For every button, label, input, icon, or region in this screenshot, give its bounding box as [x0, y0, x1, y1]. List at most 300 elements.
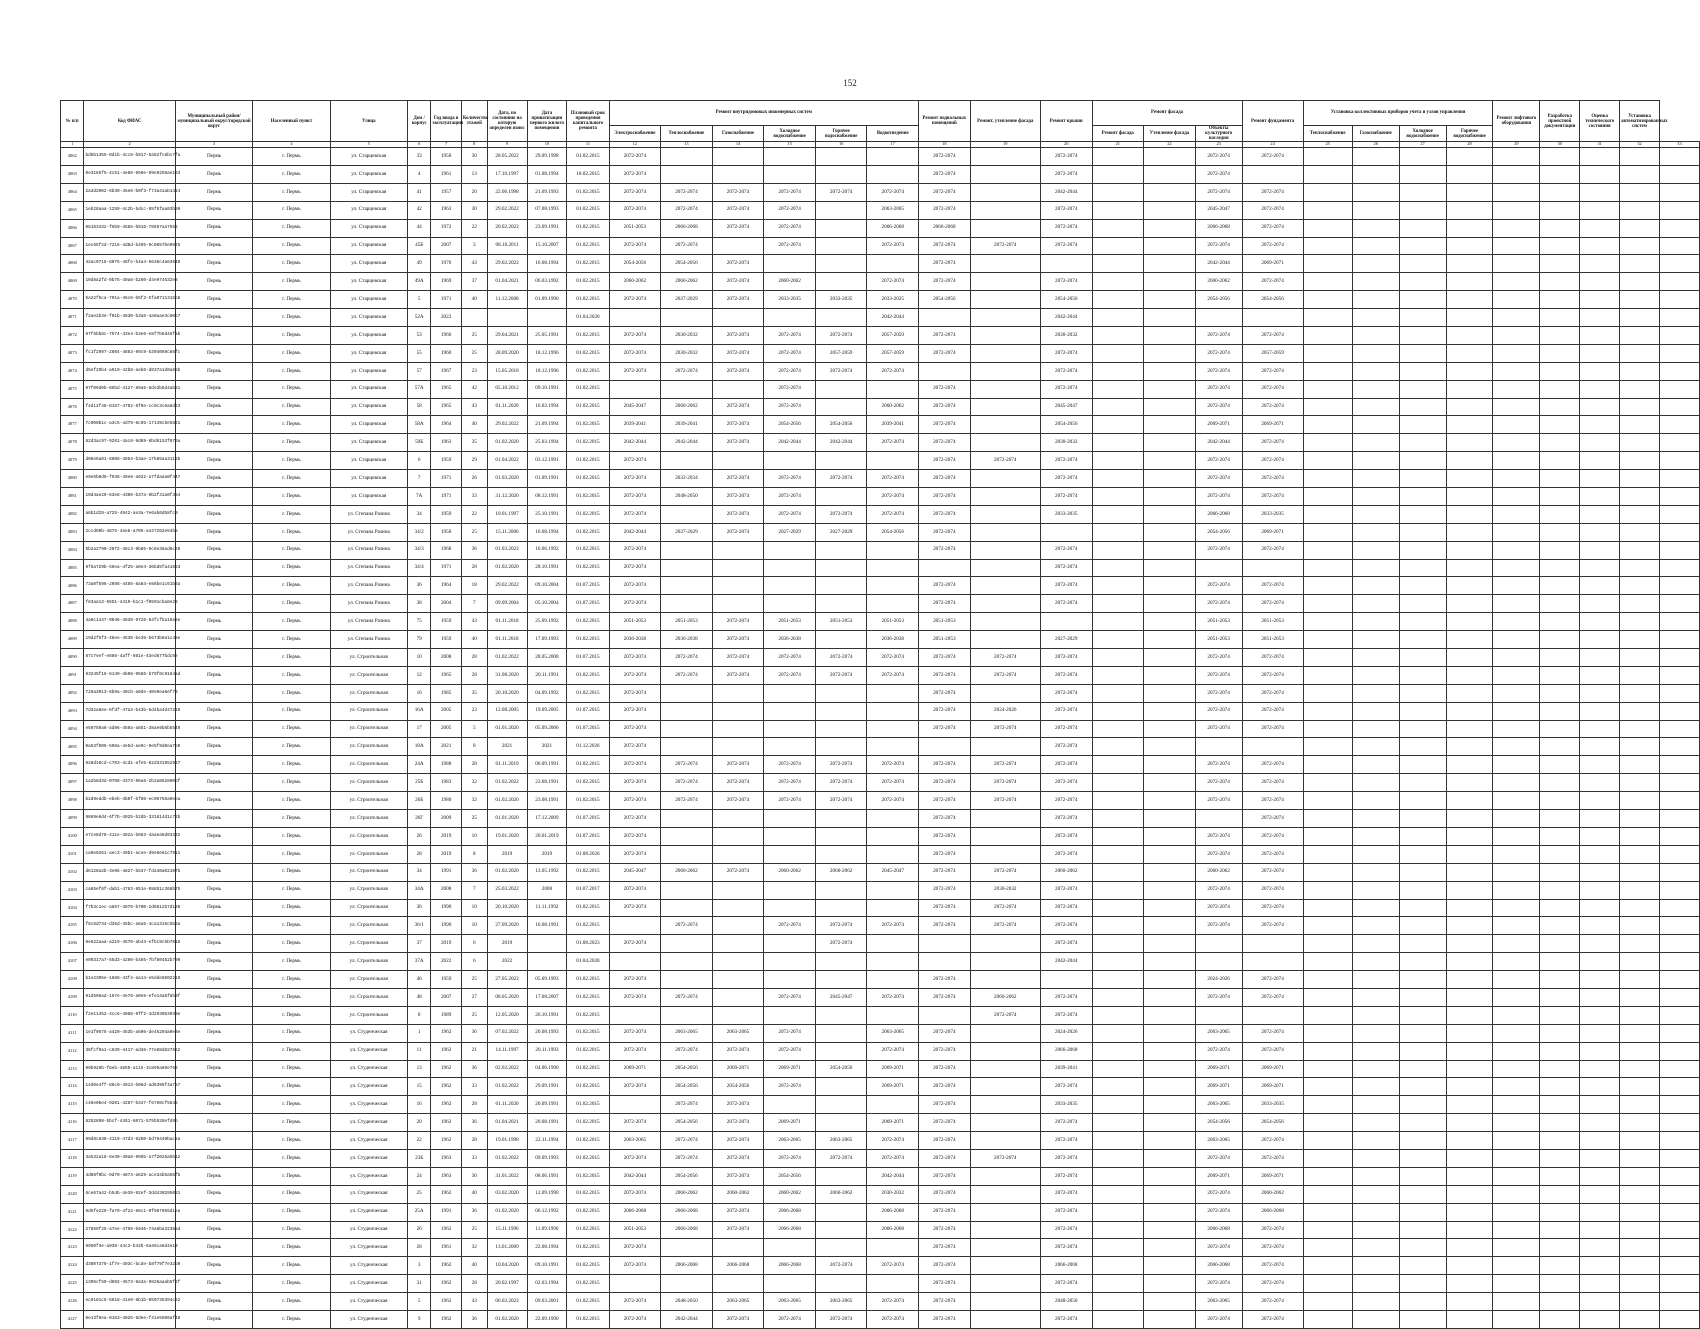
cell-street: ул. Студенческая [330, 1257, 407, 1275]
cell-gaz [712, 827, 764, 845]
cell-rfa: 2051-2053 [1195, 613, 1242, 631]
cell-rf: 2045-2047 [1040, 398, 1092, 416]
cell-empty [1446, 505, 1493, 523]
cell-np: г. Пермь [253, 702, 330, 720]
cell-d2: 17.09.1993 [527, 631, 567, 649]
cell-fias: 27869f25-a7ee-4759-b946-74a6ba3238ad [84, 1221, 175, 1239]
cell-empty [1620, 899, 1660, 917]
table-row [61, 917, 1700, 935]
cell-gvs [815, 702, 867, 720]
cell-empty [1446, 434, 1493, 452]
cell-empty [1659, 935, 1699, 953]
cell-np: г. Пермь [253, 1006, 330, 1024]
cell-gvs: 2072-2074 [815, 1257, 867, 1275]
cell-empty [1580, 702, 1620, 720]
cell-house: 8 [407, 1006, 430, 1024]
cell-house: 42 [407, 201, 430, 219]
cell-house: 13 [407, 1060, 430, 1078]
cell-kr [970, 309, 1040, 327]
cell-es: 2042-2044 [609, 434, 661, 452]
cell-street: ул. Строительная [330, 738, 407, 756]
cell-empty [1144, 380, 1196, 398]
cell-kr [970, 380, 1040, 398]
cell-np: г. Пермь [253, 1042, 330, 1060]
cell-fl: 30 [461, 1167, 487, 1185]
cell-n: 4098 [61, 792, 84, 810]
cell-kr: 2072-2074 [970, 666, 1040, 684]
cell-empty [1144, 863, 1196, 881]
cell-empty [1399, 1078, 1446, 1096]
cell-empty [1092, 1203, 1144, 1221]
cell-vod: 2066-2068 [867, 219, 919, 237]
cell-vod: 2072-2074 [867, 988, 919, 1006]
cell-yb: 1971 [431, 559, 461, 577]
cell-empty [1303, 1310, 1352, 1328]
cell-gvs [815, 595, 867, 613]
cell-es: 2072-2074 [609, 881, 661, 899]
cell-fl: 25 [461, 327, 487, 345]
cell-n: 4076 [61, 398, 84, 416]
cell-d1: 01.01.2020 [487, 720, 527, 738]
cell-empty [1659, 237, 1699, 255]
cell-empty [1399, 559, 1446, 577]
cell-empty [1303, 702, 1352, 720]
cell-empty [1659, 988, 1699, 1006]
cell-fias: 1e1f0575-a420-453b-a506-de45204a0e3e [84, 1024, 175, 1042]
cell-gvs [815, 1078, 867, 1096]
subcol-header: Горячее водоснабжение [815, 126, 867, 142]
cell-rf: 2024-2026 [1040, 1024, 1092, 1042]
cell-fias: b1e2305e-1888-43f4-aa14-e5dde8602219 [84, 971, 175, 989]
cell-d3: 01.02.2015 [567, 1060, 609, 1078]
cell-street: ул. Степана Разина [330, 577, 407, 595]
cell-fias: 8252898-5bcf-4451-8071-575b528efd9b [84, 1114, 175, 1132]
table-row [61, 1024, 1700, 1042]
cell-mr: Пермь [175, 631, 252, 649]
table-row [61, 148, 1700, 166]
cell-d3: 01.02.2015 [567, 255, 609, 273]
cell-house: 26Б [407, 792, 430, 810]
cell-empty [1144, 148, 1196, 166]
cell-mr: Пермь [175, 434, 252, 452]
cell-fund: 2072-2074 [1242, 988, 1303, 1006]
cell-d2: 03.12.1991 [527, 452, 567, 470]
cell-fias: f8c5d734-d36d-45bc-a6a5-4ca1315c5b8a [84, 917, 175, 935]
cell-es: 2042-2044 [609, 1167, 661, 1185]
cell-d3: 01.02.2015 [567, 237, 609, 255]
cell-n: 4100 [61, 827, 84, 845]
cell-gaz [712, 237, 764, 255]
table-row [61, 881, 1700, 899]
cell-empty [1659, 899, 1699, 917]
cell-mr: Пермь [175, 344, 252, 362]
cell-fl: 27 [461, 988, 487, 1006]
cell-empty [1399, 416, 1446, 434]
cell-empty [1092, 470, 1144, 488]
cell-es: 2072-2074 [609, 362, 661, 380]
cell-np: г. Пермь [253, 810, 330, 828]
cell-pp: 2072-2074 [919, 1239, 971, 1257]
cell-pp: 2072-2074 [919, 201, 971, 219]
cell-d2: 16.02.1994 [527, 398, 567, 416]
cell-vod [867, 881, 919, 899]
cell-np: г. Пермь [253, 1203, 330, 1221]
column-number: 32 [1620, 142, 1660, 148]
cell-hvs [764, 148, 816, 166]
cell-street: ул. Степана Разина [330, 541, 407, 559]
cell-n: 4066 [61, 219, 84, 237]
table-row [61, 201, 1700, 219]
cell-rf: 2072-2074 [1040, 1203, 1092, 1221]
cell-empty [1493, 899, 1540, 917]
column-number: 20 [1040, 142, 1092, 148]
cell-n: 4077 [61, 416, 84, 434]
cell-rfa: 2072-2074 [1195, 827, 1242, 845]
cell-mr: Пермь [175, 1096, 252, 1114]
cell-kr: 2072-2074 [970, 863, 1040, 881]
cell-gvs: 2072-2074 [815, 183, 867, 201]
cell-rfa: 2072-2074 [1195, 380, 1242, 398]
cell-rfa: 2072-2074 [1195, 470, 1242, 488]
cell-empty [1352, 792, 1399, 810]
cell-empty [1446, 1024, 1493, 1042]
cell-house: 28 [407, 845, 430, 863]
cell-empty [1620, 237, 1660, 255]
table-row [61, 1078, 1700, 1096]
cell-fias: 2ccd50b-4876-4ae6-a705-a447262e54ba [84, 523, 175, 541]
cell-fund: 2072-2074 [1242, 1042, 1303, 1060]
cell-empty [1659, 1310, 1699, 1328]
cell-vod [867, 738, 919, 756]
cell-pp: 2072-2074 [919, 416, 971, 434]
cell-d2: 16.08.1994 [527, 255, 567, 273]
cell-tep: 2072-2074 [661, 183, 713, 201]
cell-street: ул. Студенческая [330, 1239, 407, 1257]
cell-kr [970, 845, 1040, 863]
cell-d3: 01.02.2015 [567, 1149, 609, 1167]
cell-pp: 2072-2074 [919, 434, 971, 452]
cell-street: ул. Строительная [330, 756, 407, 774]
cell-mr: Пермь [175, 988, 252, 1006]
cell-empty [1092, 273, 1144, 291]
cell-empty [1540, 1310, 1580, 1328]
cell-rfa: 2054-2056 [1195, 1114, 1242, 1132]
cell-empty [1144, 327, 1196, 345]
cell-kr [970, 631, 1040, 649]
column-number: 2 [84, 142, 175, 148]
cell-hvs: 2069-2071 [764, 1060, 816, 1078]
cell-gvs [815, 1114, 867, 1132]
cell-empty [1659, 219, 1699, 237]
cell-street: ул. Степана Разина [330, 595, 407, 613]
cell-es: 2072-2074 [609, 684, 661, 702]
cell-empty [1580, 1310, 1620, 1328]
cell-empty [1580, 1060, 1620, 1078]
cell-empty [1092, 613, 1144, 631]
cell-n: 4062 [61, 148, 84, 166]
cell-gvs: 2072-2074 [815, 756, 867, 774]
cell-street: ул. Студенческая [330, 1149, 407, 1167]
cell-house: 34/2 [407, 523, 430, 541]
cell-empty [1580, 237, 1620, 255]
table-row [61, 1203, 1700, 1221]
cell-rf: 2072-2074 [1040, 881, 1092, 899]
cell-gaz [712, 810, 764, 828]
cell-rf: 2072-2074 [1040, 1275, 1092, 1293]
cell-n: 4125 [61, 1275, 84, 1293]
cell-rfa [1195, 309, 1242, 327]
cell-fund: 2033-2035 [1242, 505, 1303, 523]
cell-empty [1659, 810, 1699, 828]
cell-hvs: 2072-2074 [764, 1078, 816, 1096]
cell-empty [1144, 183, 1196, 201]
cell-empty [1446, 1132, 1493, 1150]
cell-rf: 2072-2074 [1040, 237, 1092, 255]
cell-yb: 1985 [431, 684, 461, 702]
cell-hvs: 2072-2074 [764, 470, 816, 488]
cell-empty [1399, 631, 1446, 649]
cell-tep: 2030-2032 [661, 327, 713, 345]
cell-yb: 1958 [431, 148, 461, 166]
cell-np: г. Пермь [253, 666, 330, 684]
cell-mr: Пермь [175, 470, 252, 488]
cell-street: ул. Строительная [330, 935, 407, 953]
cell-rfa: 2072-2074 [1195, 148, 1242, 166]
cell-yb: 2009 [431, 810, 461, 828]
cell-empty [1580, 631, 1620, 649]
cell-empty [1540, 523, 1580, 541]
cell-kr [970, 577, 1040, 595]
cell-fl: 28 [461, 559, 487, 577]
column-number: 30 [1540, 142, 1580, 148]
cell-empty [1144, 1096, 1196, 1114]
cell-rfa: 2072-2074 [1195, 1042, 1242, 1060]
cell-empty [1620, 917, 1660, 935]
cell-tep [661, 577, 713, 595]
cell-d2: 25.05.1991 [527, 327, 567, 345]
cell-d3: 01.02.2015 [567, 1257, 609, 1275]
cell-street: ул. Строительная [330, 881, 407, 899]
cell-np: г. Пермь [253, 845, 330, 863]
cell-kr: 2072-2074 [970, 774, 1040, 792]
cell-d1: 31.08.2020 [487, 666, 527, 684]
cell-fund: 2072-2074 [1242, 1221, 1303, 1239]
cell-n: 4064 [61, 183, 84, 201]
cell-hvs [764, 899, 816, 917]
cell-vod: 2069-2071 [867, 1060, 919, 1078]
cell-mr: Пермь [175, 792, 252, 810]
cell-kr [970, 1042, 1040, 1060]
cell-pp: 2072-2074 [919, 1221, 971, 1239]
cell-empty [1446, 1078, 1493, 1096]
cell-empty [1620, 988, 1660, 1006]
cell-empty [1352, 452, 1399, 470]
cell-gaz: 2069-2071 [712, 1060, 764, 1078]
cell-kr [970, 595, 1040, 613]
cell-kr [970, 1293, 1040, 1311]
cell-empty [1303, 434, 1352, 452]
cell-empty [1352, 577, 1399, 595]
cell-yb: 1963 [431, 1167, 461, 1185]
cell-n: 4122 [61, 1221, 84, 1239]
cell-empty [1092, 595, 1144, 613]
cell-empty [1540, 1293, 1580, 1311]
cell-d3: 01.02.2015 [567, 792, 609, 810]
cell-empty [1446, 183, 1493, 201]
cell-empty [1540, 1060, 1580, 1078]
cell-fl: 20 [461, 183, 487, 201]
cell-tep [661, 953, 713, 971]
cell-empty [1446, 595, 1493, 613]
cell-empty [1493, 971, 1540, 989]
cell-hvs: 2072-2074 [764, 362, 816, 380]
cell-kr [970, 684, 1040, 702]
cell-rfa: 2024-2026 [1195, 971, 1242, 989]
cell-vod [867, 559, 919, 577]
cell-d3: 01.02.2015 [567, 1239, 609, 1257]
cell-rf: 2072-2074 [1040, 488, 1092, 506]
cell-d3: 01.02.2015 [567, 613, 609, 631]
cell-rfa: 2066-2068 [1195, 1257, 1242, 1275]
cell-d3: 01.02.2015 [567, 1185, 609, 1203]
cell-empty [1580, 201, 1620, 219]
cell-empty [1092, 219, 1144, 237]
cell-d2: 16.06.1992 [527, 541, 567, 559]
cell-pp: 2072-2074 [919, 881, 971, 899]
cell-empty [1399, 1310, 1446, 1328]
cell-tep: 2072-2074 [661, 1149, 713, 1167]
cell-kr [970, 327, 1040, 345]
cell-n: 4108 [61, 971, 84, 989]
cell-pp: 2072-2074 [919, 237, 971, 255]
cell-empty [1493, 774, 1540, 792]
cell-empty [1659, 183, 1699, 201]
cell-empty [1580, 1042, 1620, 1060]
cell-empty [1659, 380, 1699, 398]
cell-empty [1493, 1114, 1540, 1132]
cell-vod: 2066-2068 [867, 1203, 919, 1221]
cell-fl: 40 [461, 1257, 487, 1275]
cell-pp: 2072-2074 [919, 1167, 971, 1185]
cell-street: ул. Строительная [330, 953, 407, 971]
cell-empty [1352, 971, 1399, 989]
cell-empty [1092, 845, 1144, 863]
cell-empty [1659, 577, 1699, 595]
cell-rf: 2072-2074 [1040, 935, 1092, 953]
cell-empty [1144, 362, 1196, 380]
cell-empty [1352, 327, 1399, 345]
cell-rf: 2072-2074 [1040, 470, 1092, 488]
table-row [61, 756, 1700, 774]
cell-empty [1303, 756, 1352, 774]
cell-empty [1446, 1257, 1493, 1275]
cell-fund: 2069-2071 [1242, 416, 1303, 434]
column-number: 13 [661, 142, 713, 148]
cell-gaz: 2054-2056 [712, 1078, 764, 1096]
cell-house: 10 [407, 649, 430, 667]
cell-pp: 2072-2074 [919, 1114, 971, 1132]
cell-fund: 2072-2074 [1242, 774, 1303, 792]
cell-empty [1303, 1293, 1352, 1311]
cell-np: г. Пермь [253, 1185, 330, 1203]
cell-empty [1399, 452, 1446, 470]
cell-empty [1620, 488, 1660, 506]
cell-empty [1352, 935, 1399, 953]
cell-tep [661, 1006, 713, 1024]
cell-es: 2072-2074 [609, 344, 661, 362]
cell-yb: 2021 [431, 738, 461, 756]
table-row [61, 1114, 1700, 1132]
cell-fl: 3 [461, 237, 487, 255]
cell-hvs [764, 559, 816, 577]
cell-fund: 2072-2074 [1242, 1024, 1303, 1042]
cell-d1: 2019 [487, 935, 527, 953]
cell-pp: 2072-2074 [919, 398, 971, 416]
cell-empty [1446, 1275, 1493, 1293]
cell-house: 34А [407, 881, 430, 899]
cell-tep [661, 827, 713, 845]
cell-empty [1620, 470, 1660, 488]
cell-d3: 01.02.2015 [567, 1096, 609, 1114]
cell-gaz [712, 1275, 764, 1293]
cell-fl: 10 [461, 827, 487, 845]
cell-hvs: 2072-2074 [764, 327, 816, 345]
subcol-header: Водоотведение [867, 126, 919, 142]
cell-hvs [764, 452, 816, 470]
cell-empty [1303, 1239, 1352, 1257]
cell-d2: 25.10.1991 [527, 505, 567, 523]
cell-empty [1352, 738, 1399, 756]
cell-mr: Пермь [175, 1239, 252, 1257]
cell-empty [1540, 935, 1580, 953]
cell-empty [1352, 631, 1399, 649]
table-row [61, 452, 1700, 470]
cell-gaz: 2072-2074 [712, 362, 764, 380]
cell-empty [1144, 434, 1196, 452]
cell-empty [1352, 416, 1399, 434]
cell-d2: 20.01.2019 [527, 827, 567, 845]
cell-fias: 1395cf59-d692-4573-9a3a-9826aaab5f2f [84, 1275, 175, 1293]
cell-fias: 10d8a2fd-0b75-40a8-b260-d4e974532e8 [84, 273, 175, 291]
cell-empty [1659, 344, 1699, 362]
cell-empty [1303, 1114, 1352, 1132]
cell-d1: 07.02.2022 [487, 1024, 527, 1042]
cell-empty [1092, 649, 1144, 667]
cell-kr [970, 1024, 1040, 1042]
cell-kr [970, 1114, 1040, 1132]
cell-rfa: 2066-2068 [1195, 1221, 1242, 1239]
column-number: 4 [253, 142, 330, 148]
cell-d2: 25.03.1994 [527, 434, 567, 452]
column-number: 22 [1144, 142, 1196, 148]
cell-empty [1620, 416, 1660, 434]
cell-d2: 20.08.1993 [527, 1024, 567, 1042]
table-row [61, 935, 1700, 953]
cell-gvs: 2072-2074 [815, 935, 867, 953]
cell-empty [1446, 219, 1493, 237]
cell-empty [1446, 1114, 1493, 1132]
cell-yb: 1971 [431, 470, 461, 488]
cell-empty [1399, 577, 1446, 595]
cell-vod [867, 380, 919, 398]
cell-rfa: 2072-2074 [1195, 1203, 1242, 1221]
cell-empty [1659, 1042, 1699, 1060]
subcol-header: Холодное водоснабжение [1399, 126, 1446, 142]
cell-rfa: 2069-2071 [1195, 1167, 1242, 1185]
cell-vod: 2072-2074 [867, 1257, 919, 1275]
cell-fl: 35 [461, 434, 487, 452]
cell-d3: 01.02.2015 [567, 1293, 609, 1311]
